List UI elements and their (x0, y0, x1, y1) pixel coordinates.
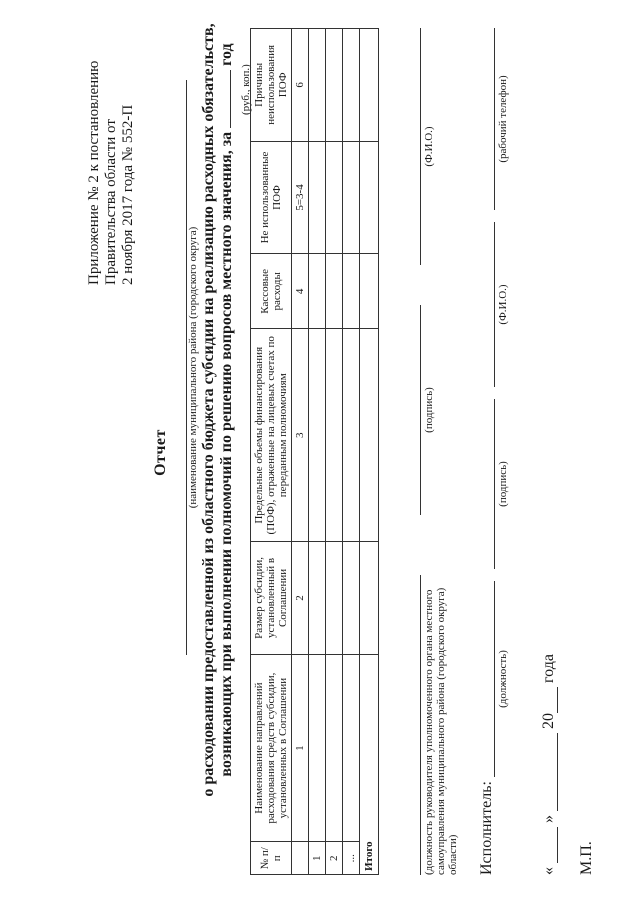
head-fio-caption: (Ф.И.О.) (423, 126, 435, 167)
table-cell[interactable] (309, 141, 326, 254)
position-signature-line (420, 575, 421, 875)
subtitle-line-2-text: возникающих при выполнении полномочий по решению вопросов местного значения, за (218, 131, 235, 777)
column-number: 6 (292, 29, 309, 142)
table-cell[interactable] (343, 654, 360, 842)
table-cell[interactable] (343, 542, 360, 655)
table-cell[interactable] (309, 254, 326, 329)
executor-phone-line (494, 28, 495, 210)
table-cell[interactable] (326, 542, 343, 655)
header-cash-expenses: Кассовые расходы (251, 254, 292, 329)
column-number (292, 842, 309, 875)
head-position-caption: (должность руководителя уполномоченного органа местного самоуправления муниципального района (городского округа) области) (423, 587, 459, 875)
header-reasons: Причины неиспользования ПОФ (251, 29, 292, 142)
table-cell[interactable] (326, 29, 343, 142)
date-line (540, 654, 558, 875)
document-subtitle (200, 10, 236, 810)
report-table (250, 28, 379, 875)
table-cell[interactable] (343, 29, 360, 142)
municipality-caption: (наименование муниципального района (городского округа) (187, 226, 199, 509)
header-subsidy-size: Размер субсидии, установленный в Соглашении (251, 542, 292, 655)
year-word: года (540, 654, 557, 683)
executor-sign-caption: (подпись) (497, 461, 509, 507)
appendix-line-2: Правительства области от (103, 119, 119, 285)
executor-label: Исполнитель: (478, 781, 495, 875)
column-number: 1 (292, 654, 309, 842)
table-header-row (251, 29, 292, 875)
appendix-line-1: Приложение № 2 к постановлению (86, 60, 102, 285)
table-row (343, 29, 360, 875)
year-digits-blank[interactable] (543, 687, 558, 713)
table-cell[interactable] (326, 654, 343, 842)
table-row (309, 29, 326, 875)
column-number: 5=3-4 (292, 141, 309, 254)
executor-sign-line (494, 399, 495, 569)
table-cell[interactable] (326, 141, 343, 254)
month-blank[interactable] (543, 733, 558, 811)
quote-close: » (540, 815, 557, 823)
table-cell[interactable] (343, 254, 360, 329)
stamp-place: М.П. (578, 841, 595, 875)
table-cell[interactable] (360, 542, 379, 655)
total-row (360, 29, 379, 875)
header-funding-limits: Предельные объемы финансирования (ПОФ), отраженные на лицевых счетах по переданным полномочиям (251, 329, 292, 542)
table-cell[interactable] (360, 254, 379, 329)
table-cell[interactable] (309, 542, 326, 655)
column-number: 2 (292, 542, 309, 655)
table-cell[interactable] (360, 329, 379, 542)
executor-fio-caption: (Ф.И.О.) (497, 284, 509, 325)
row-number: ... (343, 842, 360, 875)
column-number: 4 (292, 254, 309, 329)
head-sign-line (420, 305, 421, 515)
row-number: 1 (309, 842, 326, 875)
table-cell[interactable] (360, 141, 379, 254)
row-number: 2 (326, 842, 343, 875)
subtitle-year-word: год (218, 43, 235, 66)
head-sign-caption: (подпись) (423, 387, 435, 433)
executor-position-caption: (должность) (497, 650, 509, 708)
quote-open: « (540, 867, 557, 875)
subtitle-line-2 (218, 10, 236, 810)
appendix-line-3: 2 ноября 2017 года № 552-П (120, 104, 136, 285)
table-cell[interactable] (326, 329, 343, 542)
table-row (326, 29, 343, 875)
column-number: 3 (292, 329, 309, 542)
head-fio-line (420, 28, 421, 265)
appendix-header (86, 25, 137, 285)
century-prefix: 20 (540, 713, 557, 729)
total-label: Итого (360, 654, 379, 874)
executor-fio-line (494, 222, 495, 387)
document-title: Отчет (152, 429, 169, 476)
table-cell[interactable] (343, 329, 360, 542)
subtitle-line-1: о расходовании предоставленной из областного бюджета субсидии на реализацию расходных обязательств, (200, 23, 217, 797)
day-blank[interactable] (543, 827, 558, 863)
currency-unit: (руб., коп.) (240, 64, 252, 115)
table-cell[interactable] (360, 29, 379, 142)
table-cell[interactable] (309, 654, 326, 842)
table-cell[interactable] (309, 329, 326, 542)
column-numbers-row (292, 29, 309, 875)
header-directions: Наименование направлений расходования средств субсидии, установленных в Соглашении (251, 654, 292, 842)
table-cell[interactable] (326, 254, 343, 329)
header-unused-pof: Не использованные ПОФ (251, 141, 292, 254)
executor-position-line (494, 581, 495, 777)
year-blank (218, 70, 231, 128)
table-cell[interactable] (309, 29, 326, 142)
executor-phone-caption: (рабочий телефон) (497, 75, 509, 163)
header-number: № п/п (251, 842, 292, 875)
table-cell[interactable] (343, 141, 360, 254)
